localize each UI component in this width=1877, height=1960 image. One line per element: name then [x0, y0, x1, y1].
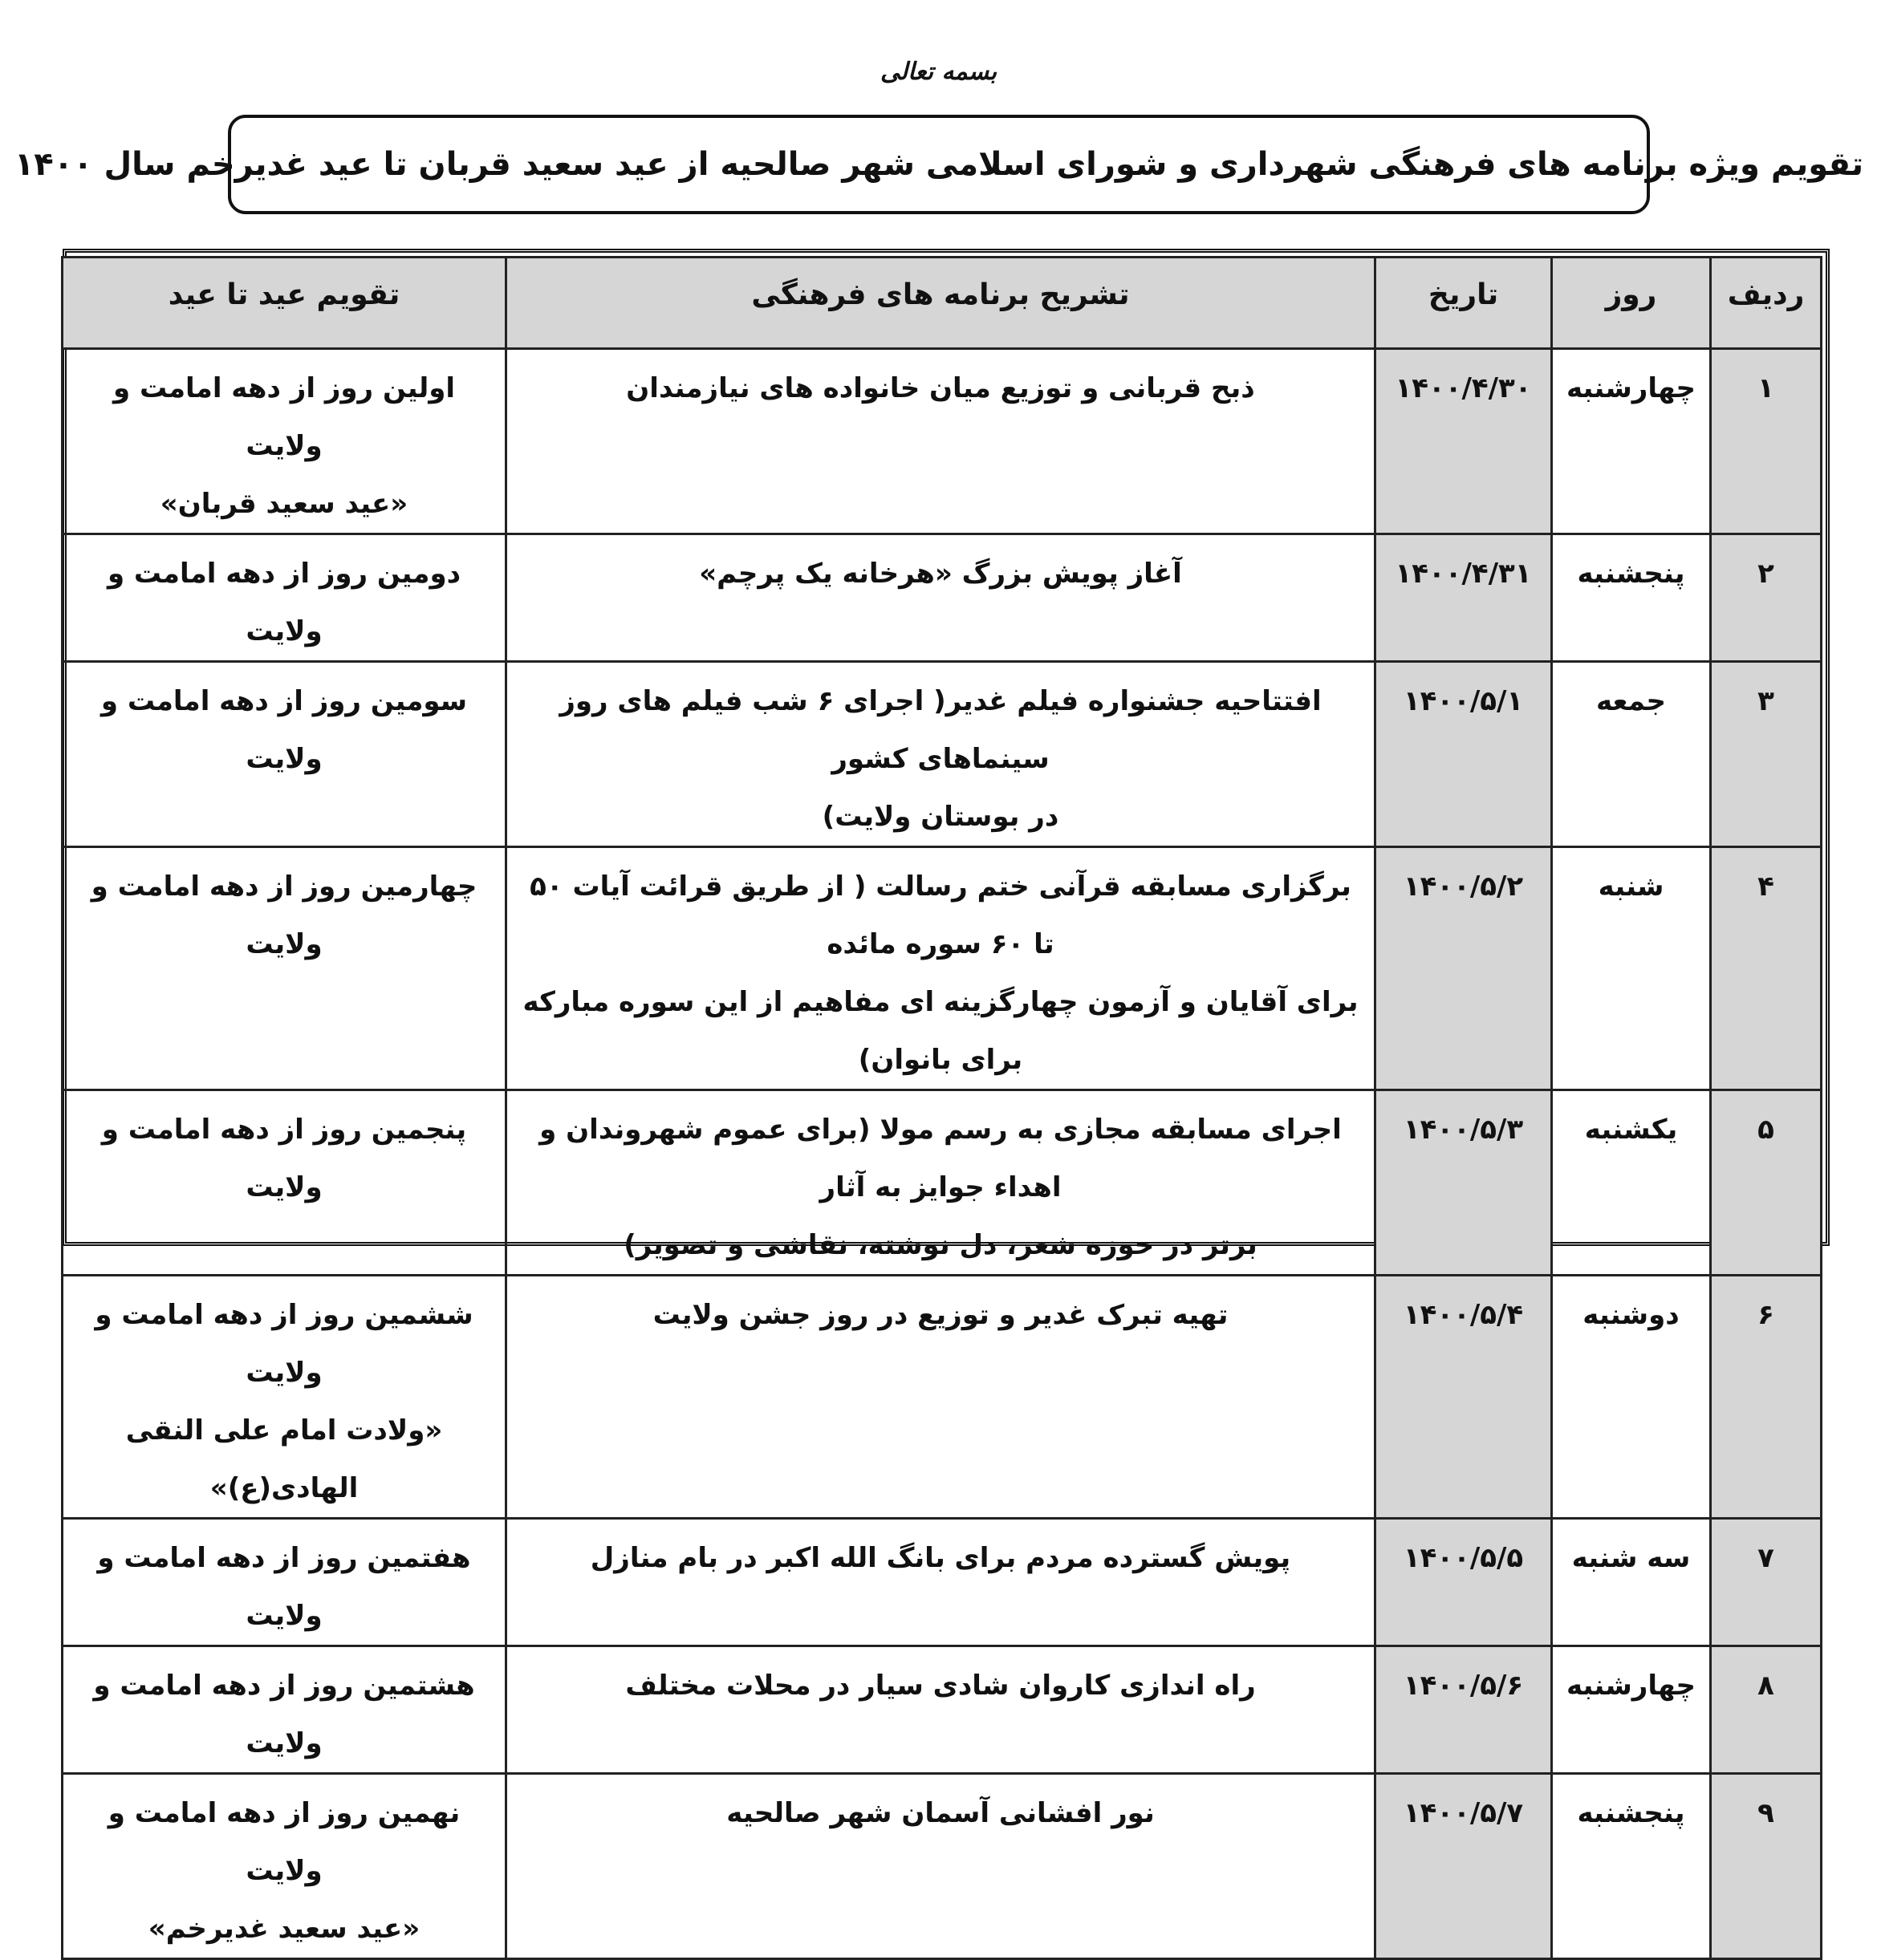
description-line: افتتاحیه جشنواره فیلم غدیر( اجرای ۶ شب فیلم های روز سینماهای کشور — [559, 685, 1322, 775]
day-cell: شنبه — [1552, 847, 1711, 1090]
description-cell — [506, 1646, 1375, 1774]
date-cell: ۱۴۰۰/۵/۷ — [1375, 1774, 1552, 1959]
day-cell: چهارشنبه — [1552, 349, 1711, 534]
page-title: تقویم ویژه برنامه های فرهنگی شهرداری و شورای اسلامی شهر صالحیه از عید سعید قربان تا عید غدیرخم سال ۱۴۰۰ — [14, 146, 1864, 183]
calendar-cell — [63, 1774, 506, 1959]
description-line: پویش گسترده مردم برای بانگ الله اکبر در بام منازل — [590, 1542, 1291, 1574]
calendar-cell — [63, 847, 506, 1090]
date-cell: ۱۴۰۰/۵/۶ — [1375, 1646, 1552, 1774]
table-row — [63, 1276, 1822, 1519]
description-line: اجرای مسابقه مجازی به رسم مولا (برای عموم شهروندان و اهداء جوایز به آثار — [539, 1114, 1342, 1203]
row-number-cell: ۲ — [1711, 534, 1822, 662]
calendar-line: «ولادت امام علی النقی الهادی(ع)» — [125, 1414, 443, 1504]
date-cell: ۱۴۰۰/۴/۳۰ — [1375, 349, 1552, 534]
date-cell: ۱۴۰۰/۵/۳ — [1375, 1090, 1552, 1276]
table-header-row — [63, 258, 1822, 349]
description-line: راه اندازی کاروان شادی سیار در محلات مختلف — [625, 1670, 1256, 1702]
day-cell: جمعه — [1552, 662, 1711, 847]
calendar-line: سومین روز از دهه امامت و ولایت — [100, 685, 468, 775]
calendar-line: «عید سعید قربان» — [160, 488, 408, 520]
basmala-heading: بسمه تعالی — [880, 58, 997, 86]
row-number-cell: ۵ — [1711, 1090, 1822, 1276]
table-row — [63, 1519, 1822, 1646]
description-cell — [506, 1774, 1375, 1959]
table-row — [63, 534, 1822, 662]
calendar-line: دومین روز از دهه امامت و ولایت — [107, 558, 461, 647]
date-cell: ۱۴۰۰/۵/۵ — [1375, 1519, 1552, 1646]
day-cell: چهارشنبه — [1552, 1646, 1711, 1774]
calendar-line: پنجمین روز از دهه امامت و ولایت — [101, 1114, 467, 1203]
calendar-cell — [63, 1090, 506, 1276]
table-row — [63, 1646, 1822, 1774]
day-cell: پنجشنبه — [1552, 534, 1711, 662]
row-number-cell: ۷ — [1711, 1519, 1822, 1646]
description-cell — [506, 1090, 1375, 1276]
description-cell — [506, 349, 1375, 534]
calendar-cell — [63, 534, 506, 662]
day-cell: سه شنبه — [1552, 1519, 1711, 1646]
row-number-cell: ۱ — [1711, 349, 1822, 534]
description-cell — [506, 662, 1375, 847]
calendar-line: اولین روز از دهه امامت و ولایت — [112, 372, 455, 462]
description-line: در بوستان ولایت) — [822, 801, 1059, 833]
description-cell — [506, 847, 1375, 1090]
description-line: برای آقایان و آزمون چهارگزینه ای مفاهیم از این سوره مبارکه برای بانوان) — [522, 986, 1359, 1076]
row-number-cell: ۶ — [1711, 1276, 1822, 1519]
day-cell: پنجشنبه — [1552, 1774, 1711, 1959]
description-line: برگزاری مسابقه قرآنی ختم رسالت ( از طریق قرائت آیات ۵۰ تا ۶۰ سوره مائده — [530, 870, 1351, 960]
header-calendar: تقویم عید تا عید — [63, 258, 506, 349]
calendar-cell — [63, 1276, 506, 1519]
date-cell: ۱۴۰۰/۵/۱ — [1375, 662, 1552, 847]
calendar-line: نهمین روز از دهه امامت و ولایت — [108, 1797, 461, 1887]
description-line: ذبح قربانی و توزیع میان خانواده های نیازمندان — [626, 372, 1255, 404]
description-cell — [506, 534, 1375, 662]
calendar-cell — [63, 1646, 506, 1774]
table-row — [63, 1774, 1822, 1959]
description-cell — [506, 1519, 1375, 1646]
header-row-number: ردیف — [1711, 258, 1822, 349]
day-cell: یکشنبه — [1552, 1090, 1711, 1276]
date-cell: ۱۴۰۰/۴/۳۱ — [1375, 534, 1552, 662]
description-line: نور افشانی آسمان شهر صالحیه — [726, 1797, 1155, 1829]
date-cell: ۱۴۰۰/۵/۲ — [1375, 847, 1552, 1090]
description-line: تهیه تبرک غدیر و توزیع در روز جشن ولایت — [652, 1299, 1229, 1331]
calendar-cell — [63, 662, 506, 847]
header-description: تشریح برنامه های فرهنگی — [506, 258, 1375, 349]
calendar-line: هفتمین روز از دهه امامت و ولایت — [97, 1542, 471, 1632]
table-row — [63, 662, 1822, 847]
description-cell — [506, 1276, 1375, 1519]
calendar-line: چهارمین روز از دهه امامت و ولایت — [91, 870, 477, 960]
schedule-table-frame — [63, 249, 1830, 1945]
description-line: آغاز پویش بزرگ «هرخانه یک پرچم» — [699, 558, 1182, 590]
calendar-cell — [63, 349, 506, 534]
table-row — [63, 349, 1822, 534]
schedule-table — [61, 256, 1822, 1960]
calendar-line: ششمین روز از دهه امامت و ولایت — [95, 1299, 473, 1389]
row-number-cell: ۹ — [1711, 1774, 1822, 1959]
date-cell: ۱۴۰۰/۵/۴ — [1375, 1276, 1552, 1519]
row-number-cell: ۸ — [1711, 1646, 1822, 1774]
header-day: روز — [1552, 258, 1711, 349]
calendar-line: «عید سعید غدیرخم» — [148, 1913, 420, 1945]
calendar-line: هشتمین روز از دهه امامت و ولایت — [93, 1670, 475, 1759]
row-number-cell: ۳ — [1711, 662, 1822, 847]
calendar-cell — [63, 1519, 506, 1646]
table-row — [63, 847, 1822, 1090]
table-row — [63, 1090, 1822, 1276]
row-number-cell: ۴ — [1711, 847, 1822, 1090]
description-line: برتر در حوزه شعر، دل نوشته، نقاشی و تصویر) — [624, 1229, 1257, 1261]
day-cell: دوشنبه — [1552, 1276, 1711, 1519]
title-box — [14, 115, 1864, 214]
header-date: تاریخ — [1375, 258, 1552, 349]
